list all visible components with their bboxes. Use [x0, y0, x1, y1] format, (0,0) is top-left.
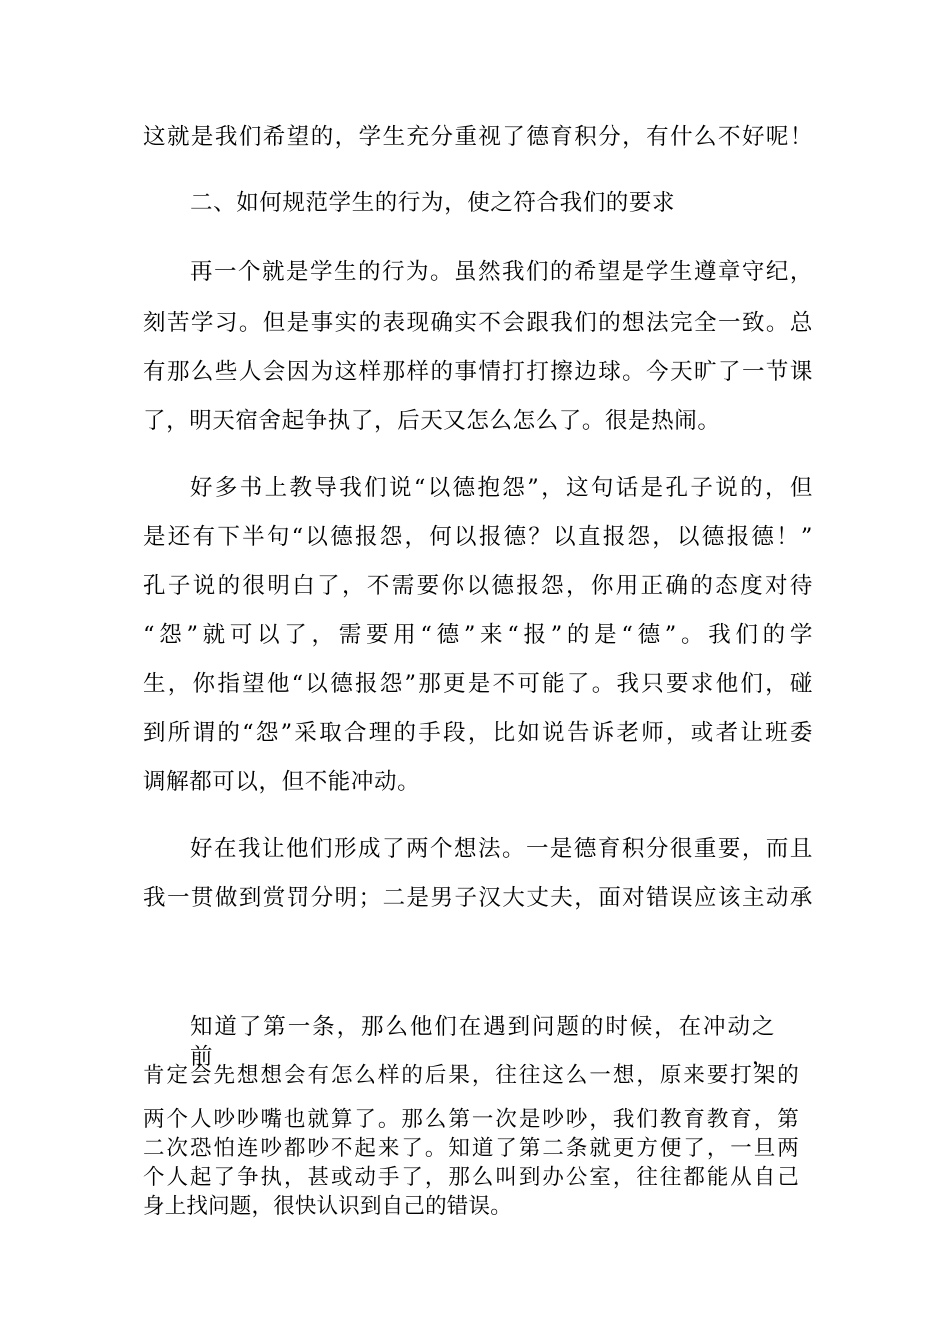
paragraph-line-5: 有那么些人会因为这样那样的事情打打擦边球。今天旷了一节课 [143, 359, 813, 385]
paragraph-line-20: 个人起了争执，甚或动手了，那么叫到办公室，往往都能从自己 [143, 1165, 799, 1190]
paragraph-line-8: 是还有下半句“以德报怨，何以报德？以直报怨，以德报德！” [143, 524, 813, 550]
paragraph-line-12: 到所谓的“怨”采取合理的手段，比如说告诉老师，或者让班委 [143, 720, 813, 746]
paragraph-line-3: 再一个就是学生的行为。虽然我们的希望是学生遵章守纪， [190, 259, 813, 285]
paragraph-line-1: 这就是我们希望的，学生充分重视了德育积分，有什么不好呢！ [143, 124, 813, 150]
section-heading: 二、如何规范学生的行为，使之符合我们的要求 [190, 190, 676, 216]
paragraph-line-13: 调解都可以，但不能冲动。 [143, 769, 421, 795]
paragraph-line-11: 生，你指望他“以德报怨”那更是不可能了。我只要求他们，碰 [143, 671, 813, 697]
paragraph-line-18: 两个人吵吵嘴也就算了。那么第一次是吵吵，我们教育教育，第 [143, 1107, 799, 1132]
paragraph-line-17: 肯定会先想想会有怎么样的后果，往往这么一想，原来要打架的 [143, 1063, 799, 1088]
paragraph-line-15: 我一贯做到赏罚分明；二是男子汉大丈夫，面对错误应该主动承 [143, 885, 813, 911]
paragraph-line-10: “怨”就可以了，需要用“德”来“报”的是“德”。我们的学 [143, 622, 813, 648]
paragraph-line-6: 了，明天宿舍起争执了，后天又怎么怎么了。很是热闹。 [143, 408, 721, 434]
paragraph-line-4: 刻苦学习。但是事实的表现确实不会跟我们的想法完全一致。总 [143, 310, 813, 336]
paragraph-line-21: 身上找问题，很快认识到自己的错误。 [143, 1194, 512, 1219]
paragraph-line-19: 二次恐怕连吵都吵不起来了。知道了第二条就更方便了，一旦两 [143, 1136, 799, 1161]
paragraph-line-16: 知道了第一条，那么他们在遇到问题的时候，在冲动之前， [190, 1014, 775, 1070]
paragraph-line-7: 好多书上教导我们说“以德抱怨”，这句话是孔子说的，但 [190, 475, 813, 501]
paragraph-line-9: 孔子说的很明白了，不需要你以德报怨，你用正确的态度对待 [143, 573, 813, 599]
paragraph-line-14: 好在我让他们形成了两个想法。一是德育积分很重要，而且 [190, 836, 813, 862]
